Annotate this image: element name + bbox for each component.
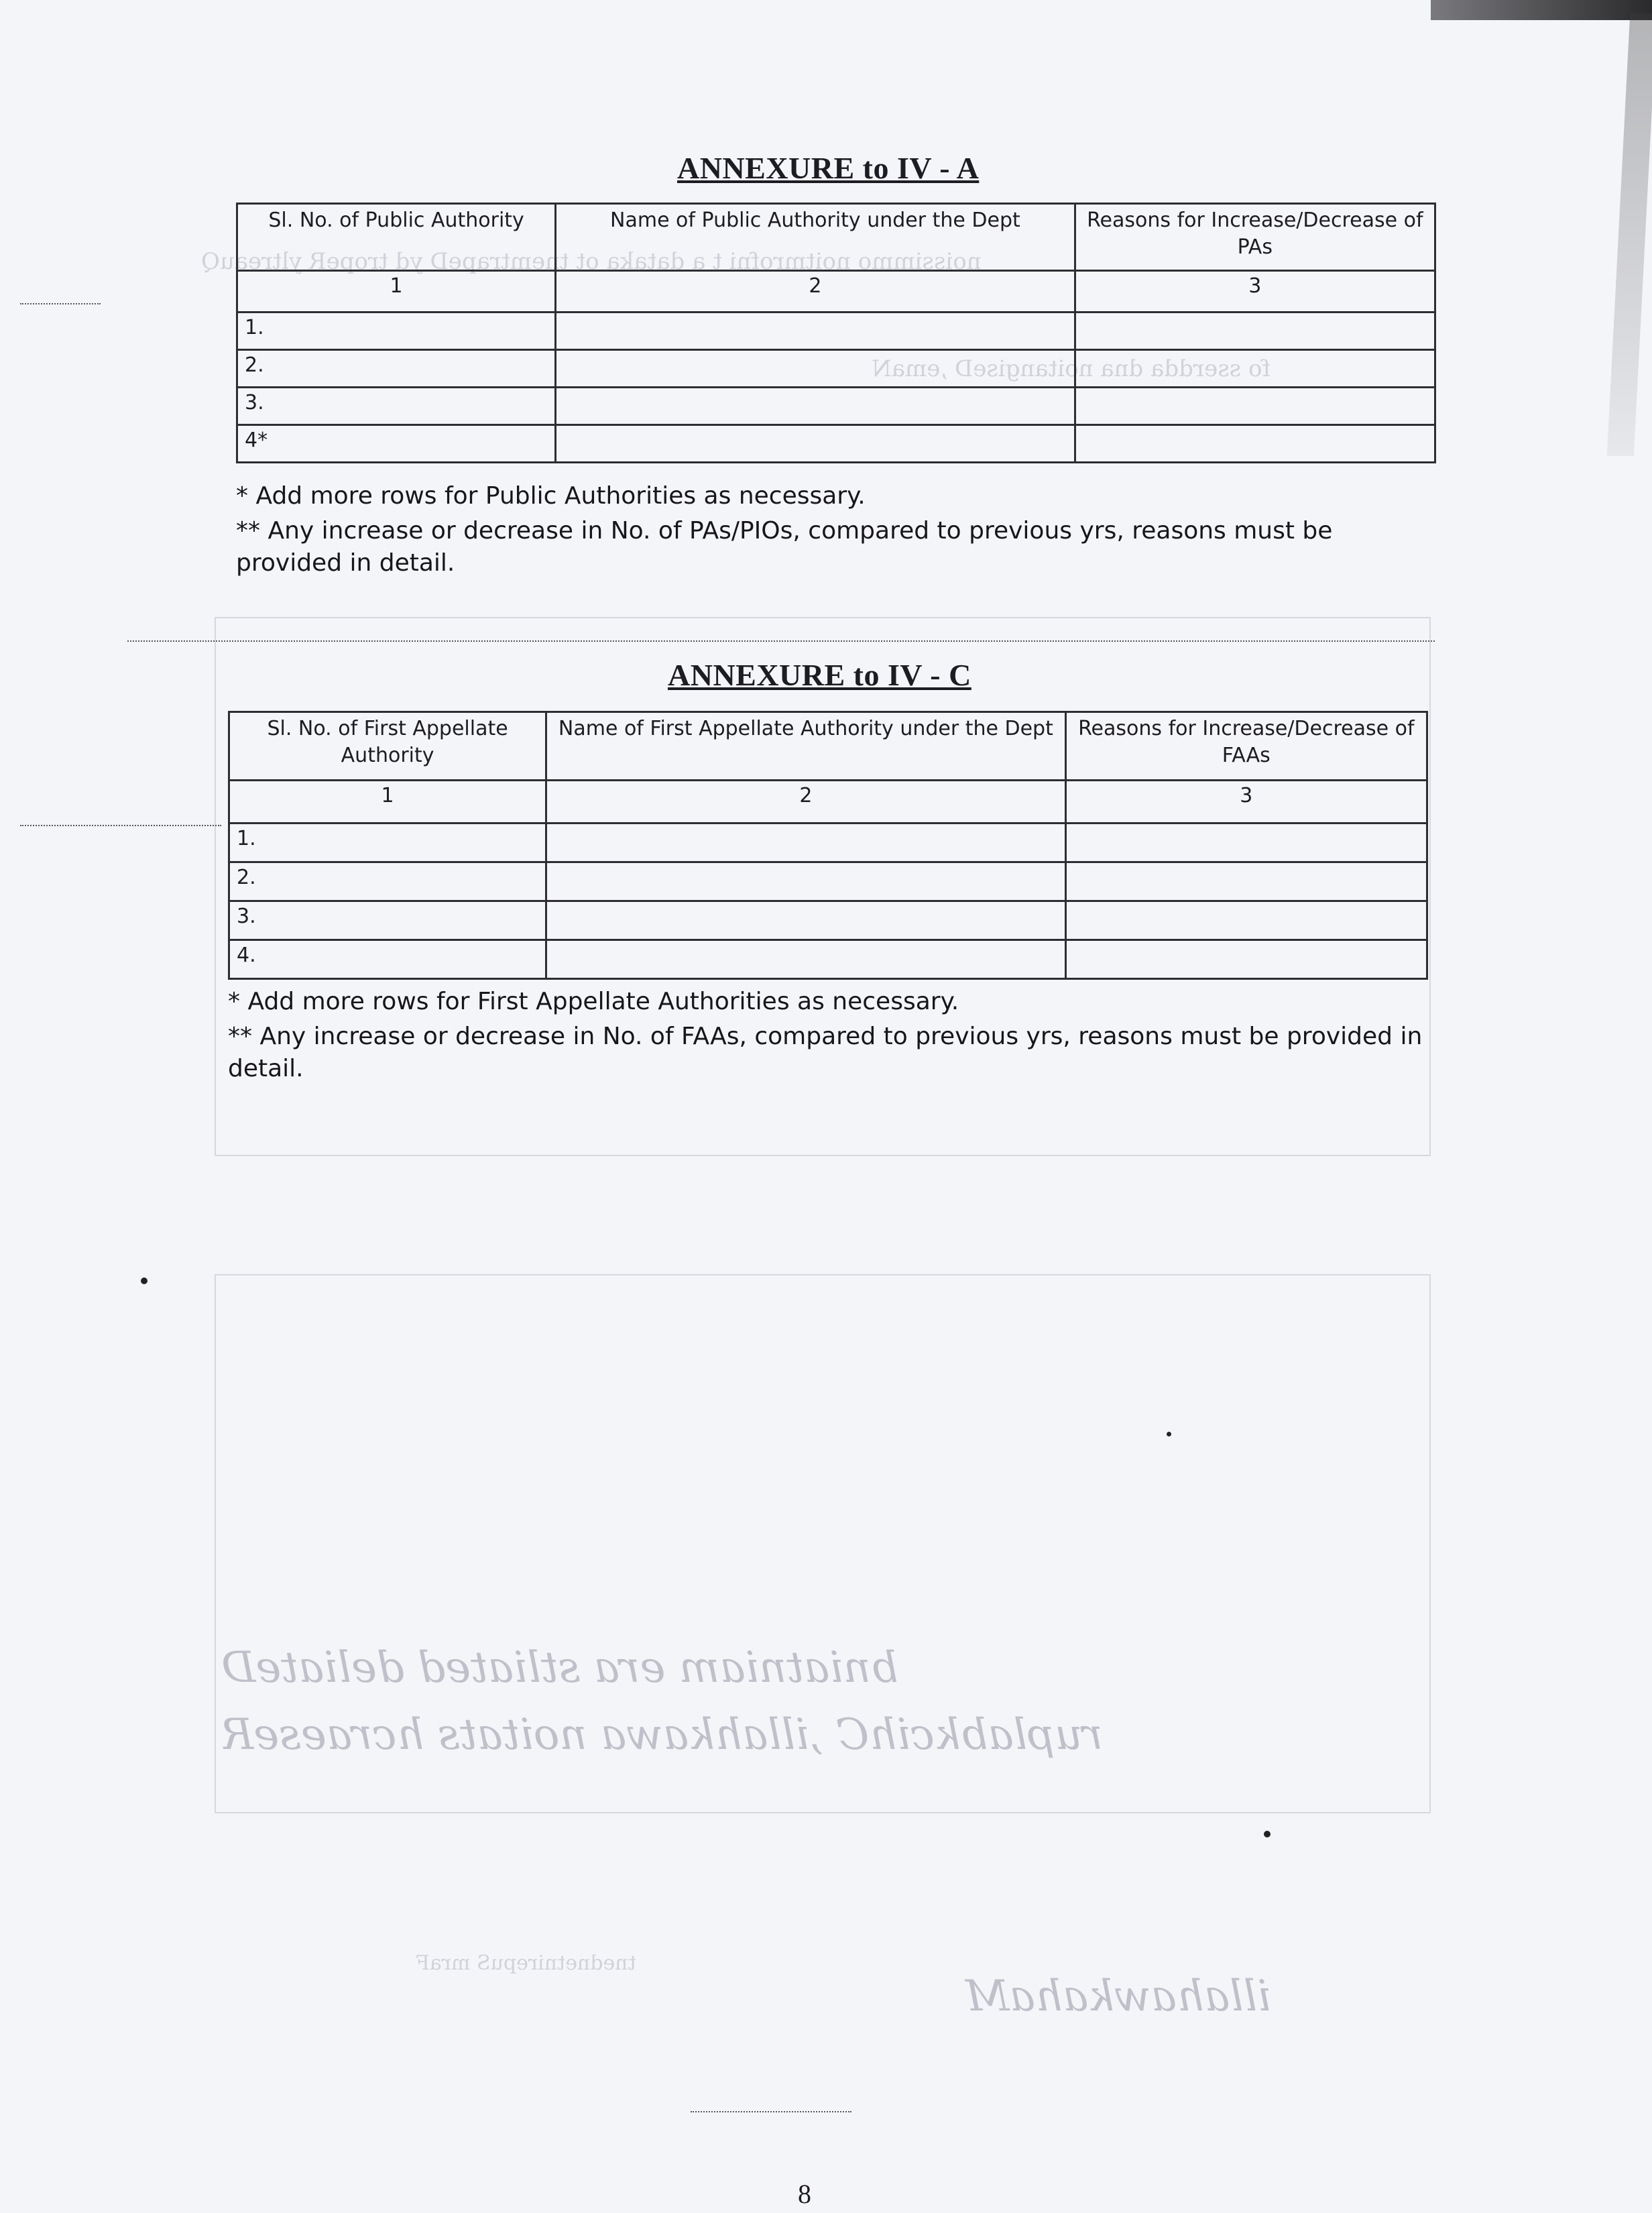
dotted-line: [20, 825, 221, 826]
empty-cell: [1075, 313, 1435, 350]
annexure-c-note-1: * Add more rows for First Appellate Authorities as necessary.: [228, 988, 959, 1015]
empty-cell: [1065, 901, 1427, 940]
column-number: 3: [1075, 271, 1435, 313]
table-row: [229, 862, 1427, 901]
table-row: [237, 425, 1435, 463]
table-row: [229, 824, 1427, 862]
empty-cell: [1065, 862, 1427, 901]
bleed-through-handwriting: ruplabkcihC ,illahkawa noitats hcraeseR: [221, 1710, 1103, 1760]
empty-cell: [1065, 940, 1427, 979]
table-row: [237, 350, 1435, 388]
scan-speck: [1167, 1432, 1171, 1436]
row-serial: 4*: [237, 425, 556, 463]
annexure-c-title: ANNEXURE to IV - C: [668, 658, 971, 692]
empty-cell: [546, 824, 1065, 862]
empty-cell: [546, 901, 1065, 940]
row-serial: 2.: [237, 350, 556, 388]
scan-corner-shadow: [1431, 0, 1652, 20]
annexure-a-note-2: ** Any increase or decrease in No. of PAs/PIOs, compared to previous yrs, reasons must be provided in detail.: [236, 517, 1333, 577]
annexure-a-table: [236, 203, 1436, 463]
row-serial: 1.: [229, 824, 546, 862]
annexure-a-title: ANNEXURE to IV - A: [677, 151, 980, 185]
bleed-through-signature: illahawkahaM: [965, 1972, 1271, 2021]
annexure-c-note-2: ** Any increase or decrease in No. of FAAs, compared to previous yrs, reasons must be provided in detail.: [228, 1023, 1423, 1082]
scan-speck: [1264, 1831, 1271, 1837]
column-header: Name of First Appellate Authority under the Dept: [546, 712, 1065, 781]
dotted-line: [20, 303, 101, 304]
row-serial: 1.: [237, 313, 556, 350]
annexure-c-table: [228, 711, 1428, 980]
empty-cell: [556, 350, 1075, 388]
column-number: 1: [237, 271, 556, 313]
row-serial: 3.: [237, 388, 556, 425]
page-number: 8: [798, 2179, 811, 2209]
empty-cell: [546, 940, 1065, 979]
column-number: 2: [556, 271, 1075, 313]
column-number: 2: [546, 781, 1065, 824]
table-header-row: [237, 204, 1435, 271]
empty-cell: [556, 313, 1075, 350]
empty-cell: [546, 862, 1065, 901]
table-row: [229, 940, 1427, 979]
empty-cell: [1065, 824, 1427, 862]
column-number: 1: [229, 781, 546, 824]
column-header: Reasons for Increase/Decrease of PAs: [1075, 204, 1435, 271]
column-header: Sl. No. of Public Authority: [237, 204, 556, 271]
scan-edge-shadow: [1607, 13, 1652, 456]
empty-cell: [556, 388, 1075, 425]
empty-cell: [556, 425, 1075, 463]
annexure-a-note-1: * Add more rows for Public Authorities as necessary.: [236, 482, 866, 510]
table-row: [237, 313, 1435, 350]
empty-cell: [1075, 350, 1435, 388]
row-serial: 4.: [229, 940, 546, 979]
column-header: Sl. No. of First Appellate Authority: [229, 712, 546, 781]
empty-cell: [1075, 388, 1435, 425]
column-number-row: [229, 781, 1427, 824]
bleed-through-stamp: tnednetnirepuS mraF: [416, 1951, 636, 1975]
column-number-row: [237, 271, 1435, 313]
row-serial: 3.: [229, 901, 546, 940]
column-header: Reasons for Increase/Decrease of FAAs: [1065, 712, 1427, 781]
dotted-line: [127, 640, 1435, 642]
bleed-through-text: fo sserdda dna noitangiseD ,emaN: [872, 355, 1271, 382]
bleed-through-text: noissimmo noitmrofni t a dataka ot tnemtrapeD yd tropeR yltreauQ: [201, 248, 982, 275]
table-header-row: [229, 712, 1427, 781]
row-serial: 2.: [229, 862, 546, 901]
column-header: Name of Public Authority under the Dept: [556, 204, 1075, 271]
table-row: [229, 901, 1427, 940]
empty-cell: [1075, 425, 1435, 463]
table-row: [237, 388, 1435, 425]
dotted-line: [691, 2111, 851, 2112]
scan-speck: [141, 1278, 148, 1284]
column-number: 3: [1065, 781, 1427, 824]
bleed-through-handwriting: bniatniam era stliated deliateD: [221, 1643, 898, 1693]
